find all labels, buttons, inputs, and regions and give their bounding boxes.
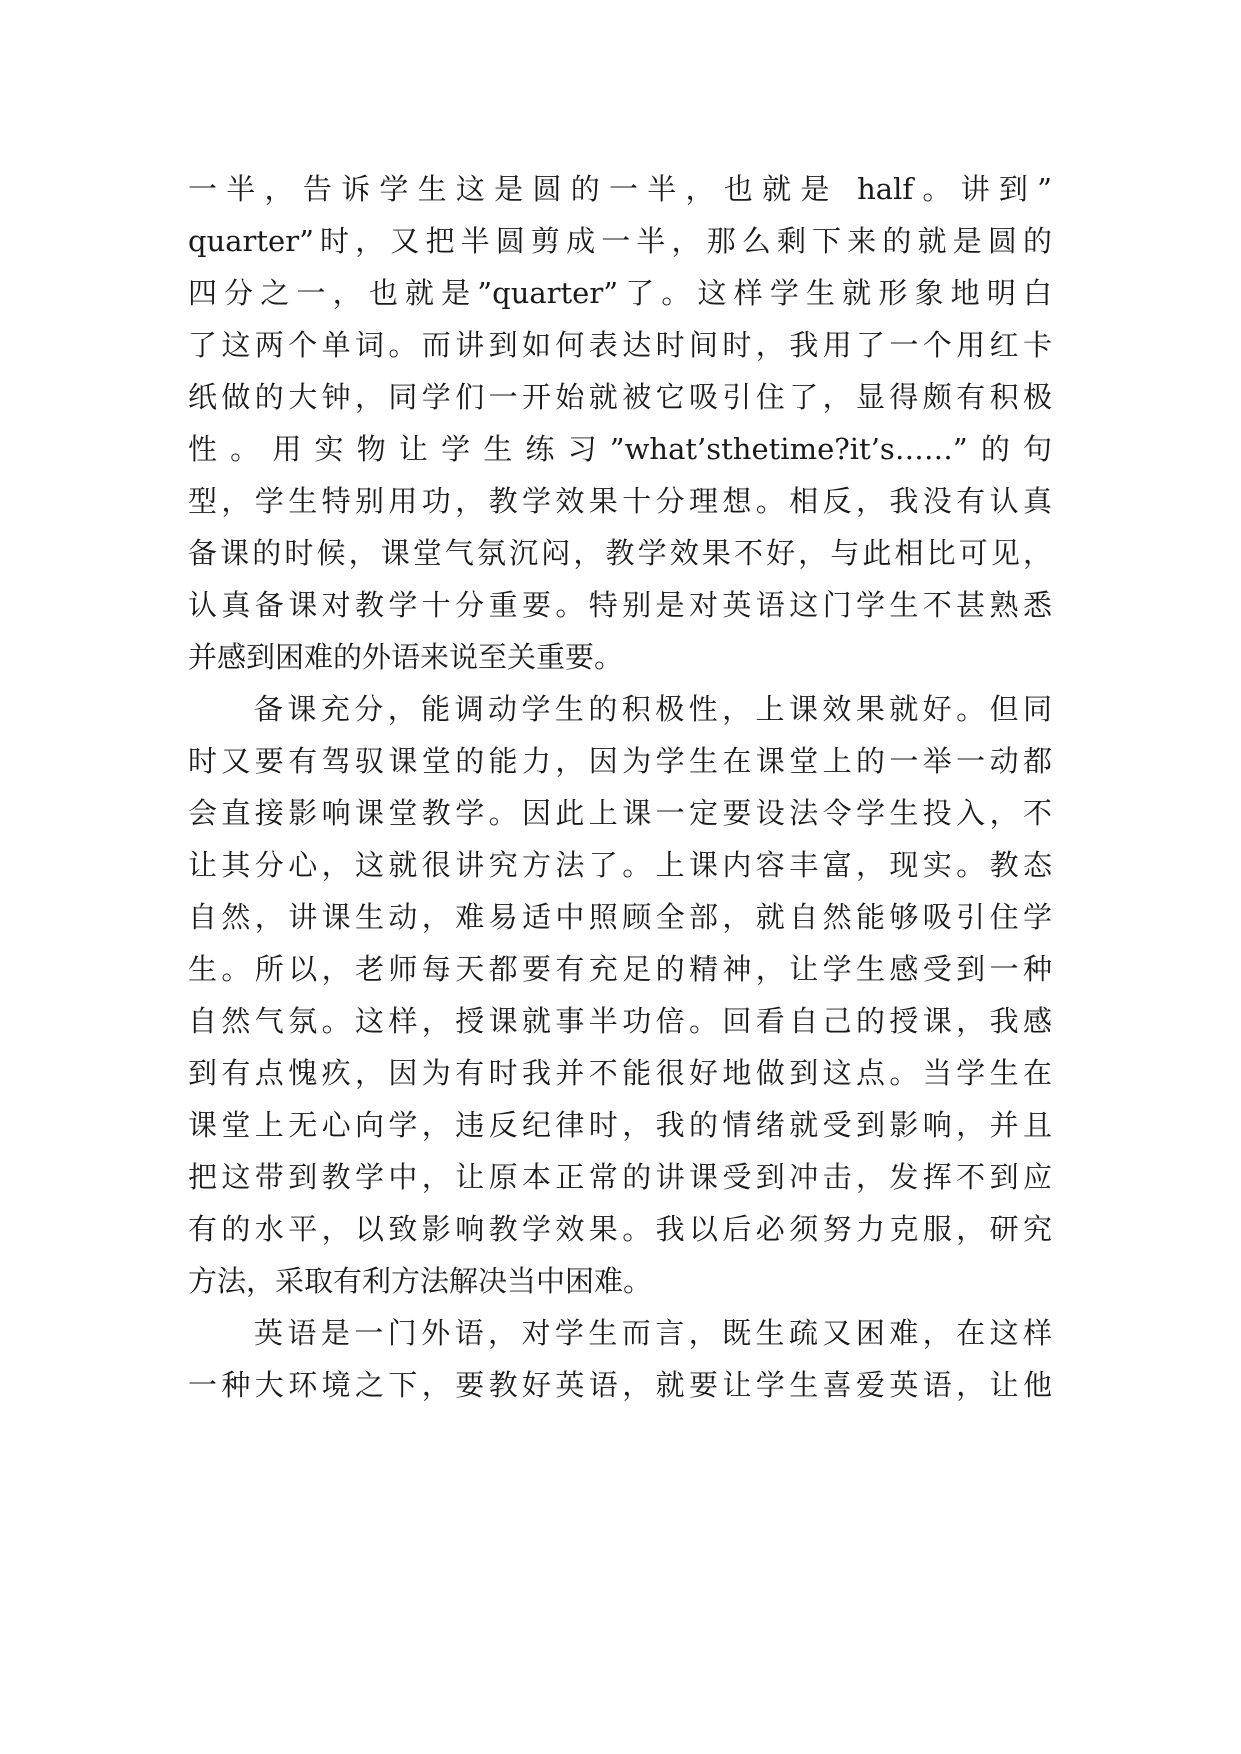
text-line: 课堂上无心向学，违反纪律时，我的情绪就受到影响，并且: [188, 1108, 1052, 1142]
text-line: 把这带到教学中，让原本正常的讲课受到冲击，发挥不到应: [188, 1160, 1052, 1194]
text-line: quarter”时，又把半圆剪成一半，那么剩下来的就是圆的: [188, 224, 1052, 258]
text-line: 生。所以，老师每天都要有充足的精神，让学生感受到一种: [188, 952, 1052, 986]
text-line: 让其分心，这就很讲究方法了。上课内容丰富，现实。教态: [188, 848, 1052, 882]
text-line: 纸做的大钟，同学们一开始就被它吸引住了，显得颇有积极: [188, 380, 1052, 414]
text-line: 自然，讲课生动，难易适中照顾全部，就自然能够吸引住学: [188, 900, 1052, 934]
text-line: 了这两个单词。而讲到如何表达时间时，我用了一个用红卡: [188, 328, 1052, 362]
paragraph-first-line: 英语是一门外语，对学生而言，既生疏又困难，在这样: [254, 1316, 1052, 1350]
text-line: 四分之一，也就是”quarter”了。这样学生就形象地明白: [188, 276, 1052, 310]
text-line: 到有点愧疚，因为有时我并不能很好地做到这点。当学生在: [188, 1056, 1052, 1090]
text-line: 认真备课对教学十分重要。特别是对英语这门学生不甚熟悉: [188, 588, 1052, 622]
paragraph-first-line: 备课充分，能调动学生的积极性，上课效果就好。但同: [254, 692, 1052, 726]
text-line: 性。用实物让学生练习”what’sthetime?it’s……”的句: [188, 432, 1052, 466]
text-line: 自然气氛。这样，授课就事半功倍。回看自己的授课，我感: [188, 1004, 1052, 1038]
text-line: 会直接影响课堂教学。因此上课一定要设法令学生投入，不: [188, 796, 1052, 830]
text-line: 一半，告诉学生这是圆的一半，也就是 half。讲到”: [188, 172, 1052, 206]
text-line: 型，学生特别用功，教学效果十分理想。相反，我没有认真: [188, 484, 1052, 518]
text-line: 方法，采取有利方法解决当中困难。: [188, 1264, 653, 1298]
text-line: 备课的时候，课堂气氛沉闷，教学效果不好，与此相比可见，: [188, 536, 1052, 570]
text-line: 时又要有驾驭课堂的能力，因为学生在课堂上的一举一动都: [188, 744, 1052, 778]
text-line: 一种大环境之下，要教好英语，就要让学生喜爱英语，让他: [188, 1368, 1052, 1402]
text-line: 并感到困难的外语来说至关重要。: [188, 640, 624, 674]
text-line: 有的水平，以致影响教学效果。我以后必须努力克服，研究: [188, 1212, 1052, 1246]
